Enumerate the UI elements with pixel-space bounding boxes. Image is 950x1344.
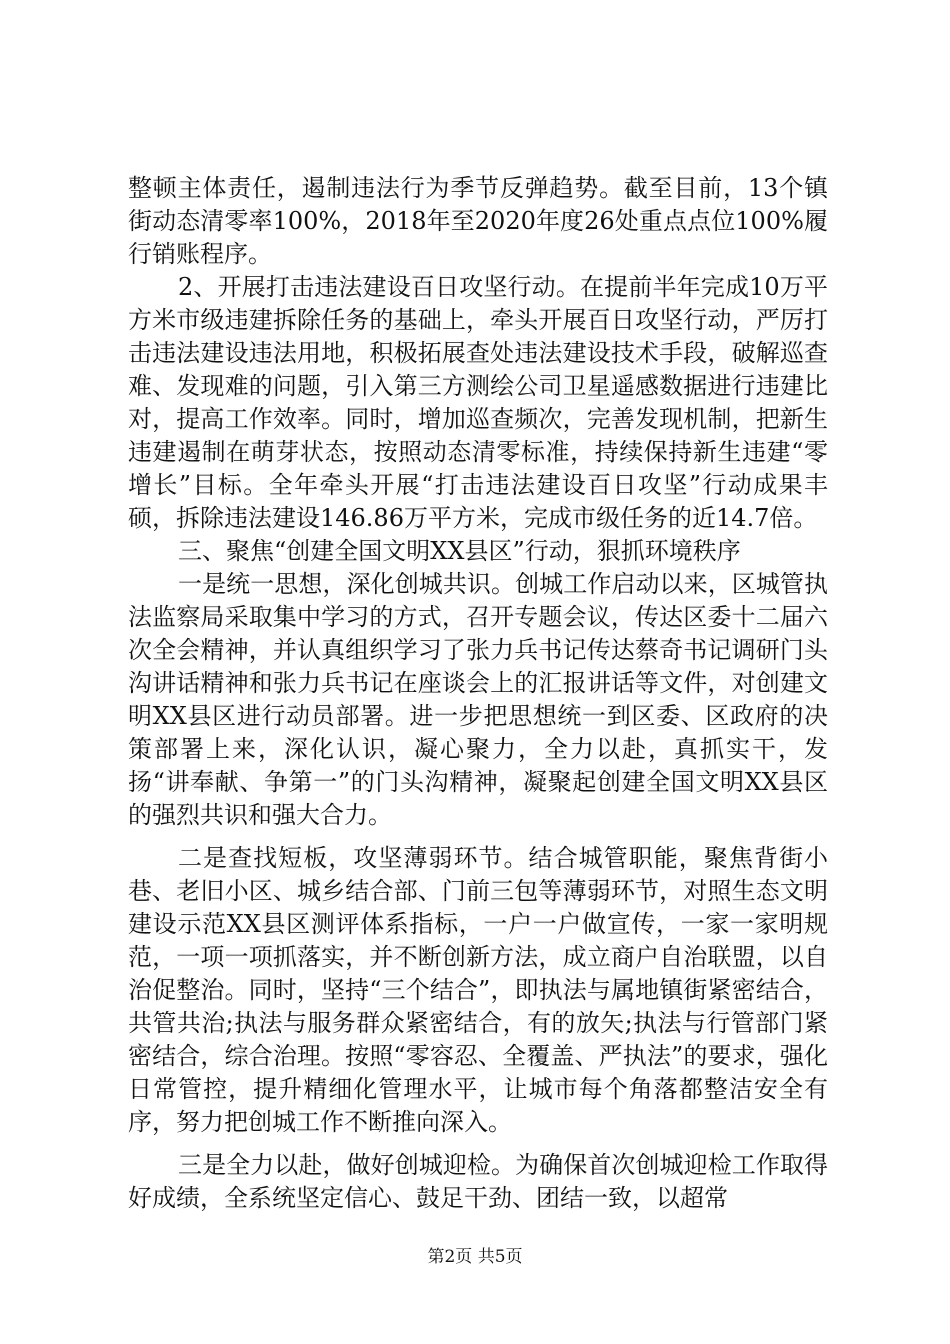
paragraph-continuation: 整顿主体责任，遏制违法行为季节反弹趋势。截至目前，13个镇街动态清零率100%，2018年至2020年度26处重点点位100%履行销账程序。 [128,174,828,268]
document-body [128,172,828,1215]
paragraph-inspection-prep: 三是全力以赴，做好创城迎检。为确保首次创城迎检工作取得好成绩，全系统坚定信心、鼓足干劲、团结一致，以超常 [128,1151,828,1212]
paragraph-unify-thinking: 一是统一思想，深化创城共识。创城工作启动以来，区城管执法监察局采取集中学习的方式，召开专题会议，传达区委十二届六次全会精神，并认真组织学习了张力兵书记传达蔡奇书记调研门头沟讲话精神和张力兵书记在座谈会上的汇报讲话等文件，对创建文明XX县区进行动员部署。进一步把思想统一到区委、区政府的决策部署上来，深化认识，凝心聚力，全力以赴，真抓实干，发扬“讲奉献、争第一”的门头沟精神，凝聚起创建全国文明XX县区的强烈共识和强大合力。 [128,570,828,829]
paragraph-find-weaknesses: 二是查找短板，攻坚薄弱环节。结合城管职能，聚焦背街小巷、老旧小区、城乡结合部、门前三包等薄弱环节，对照生态文明建设示范XX县区测评体系指标，一户一户做宣传，一家一家明规范，一项一项抓落实，并不断创新方法，成立商户自治联盟，以自治促整治。同时，坚持“三个结合”，即执法与属地镇街紧密结合，共管共治;执法与服务群众紧密结合，有的放矢;执法与行管部门紧密结合，综合治理。按照“零容忍、全覆盖、严执法”的要求，强化日常管控，提升精细化管理水平，让城市每个角落都整洁安全有序，努力把创城工作不断推向深入。 [128,844,828,1136]
paragraph-demolition-campaign: 2、开展打击违法建设百日攻坚行动。在提前半年完成10万平方米市级违建拆除任务的基础上，牵头开展百日攻坚行动，严厉打击违法建设违法用地，积极拓展查处违法建设技术手段，破解巡查难、发现难的问题，引入第三方测绘公司卫星遥感数据进行违建比对，提高工作效率。同时，增加巡查频次，完善发现机制，把新生违建遏制在萌芽状态，按照动态清零标准，持续保持新生违建“零增长”目标。全年牵头开展“打击违法建设百日攻坚”行动成果丰硕，拆除违法建设146.86万平方米，完成市级任务的近14.7倍。 [128,273,828,532]
section-heading-civilized-county: 三、聚焦“创建全国文明XX县区”行动，狠抓环境秩序 [178,537,741,565]
page-footer: 第2页 共5页 [427,1247,523,1267]
